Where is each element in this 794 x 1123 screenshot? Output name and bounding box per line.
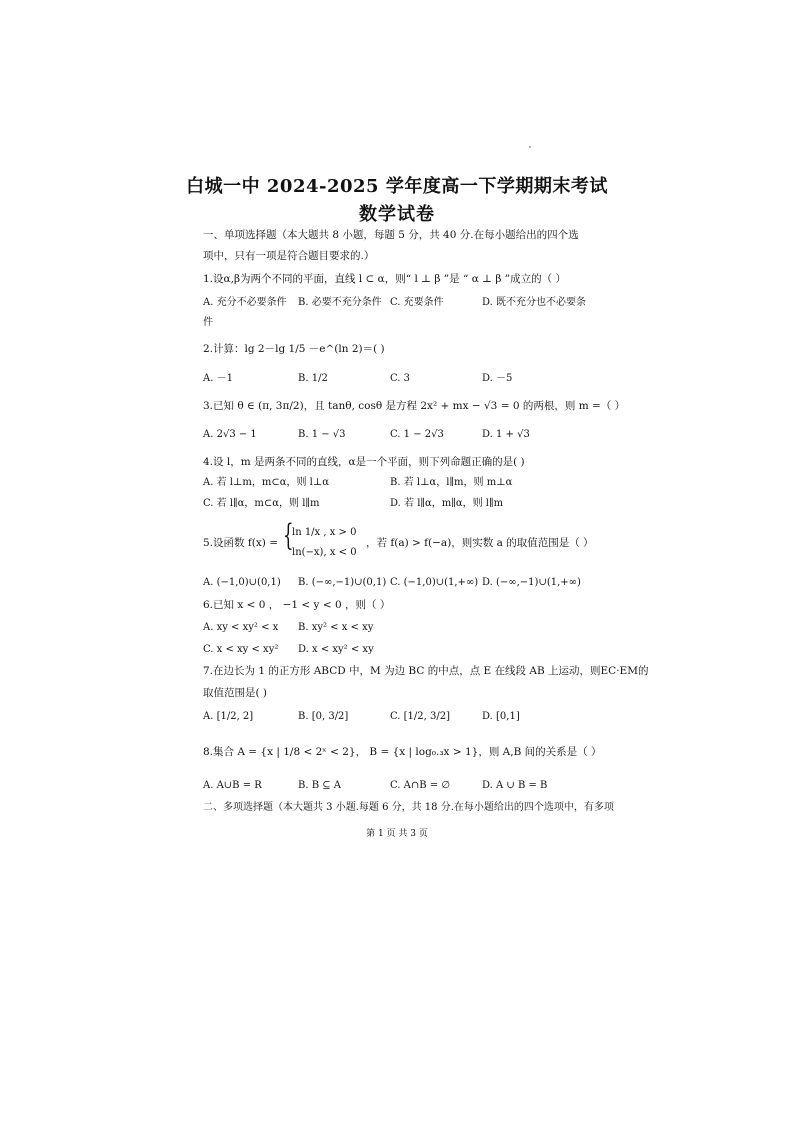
- scan-speck: [529, 146, 531, 148]
- question-5-piece-1: ln 1/x , x > 0: [292, 527, 357, 538]
- question-4-option-b: B. 若 l⊥α，l∥m，则 m⊥α: [390, 477, 513, 488]
- question-2-option-d: D. －5: [482, 373, 513, 384]
- question-1-stem: 1.设α,β为两个不同的平面，直线 l ⊂ α，则“ l ⊥ β ”是 “ α ⊥ β ”成立的（ ）: [203, 273, 566, 285]
- piecewise-brace: {: [283, 518, 294, 553]
- question-1-option-c: C. 充要条件: [390, 297, 444, 308]
- page-footer: 第 1 页 共 3 页: [366, 829, 428, 839]
- question-6-option-c: C. x < xy < xy²: [203, 644, 279, 655]
- question-5-option-a: A. (−1,0)∪(0,1): [203, 577, 281, 588]
- question-2-option-a: A. －1: [203, 373, 233, 384]
- section1-heading-line1: 一、单项选择题（本大题共 8 小题，每题 5 分，共 40 分.在每小题给出的四个选: [203, 229, 579, 241]
- question-6-option-a: A. xy < xy² < x: [203, 622, 279, 633]
- question-6-stem: 6.已知 x < 0 ， −1 < y < 0 ，则（ ）: [203, 599, 391, 611]
- question-8-stem: 8.集合 A = {x | 1/8 < 2ˣ < 2}， B = {x | log₀.₃x > 1}，则 A,B 间的关系是（ ）: [203, 746, 602, 758]
- question-1-option-d: D. 既不充分也不必要条: [482, 297, 587, 308]
- question-3-option-c: C. 1 − 2√3: [390, 429, 444, 440]
- question-4-stem: 4.设 l，m 是两条不同的直线，α是一个平面，则下列命题正确的是( ): [203, 456, 525, 468]
- exam-subtitle: 数学试卷: [359, 204, 435, 225]
- question-5-option-d: D. (−∞,−1)∪(1,+∞): [482, 577, 581, 588]
- question-5-option-c: C. (−1,0)∪(1,+∞): [390, 577, 479, 588]
- question-2-option-c: C. 3: [390, 373, 411, 384]
- question-6-option-b: B. xy² < x < xy: [298, 622, 374, 633]
- question-6-option-d: D. x < xy² < xy: [298, 644, 374, 655]
- question-3-option-d: D. 1 + √3: [482, 429, 530, 440]
- question-7-option-c: C. [1/2, 3/2]: [390, 711, 450, 722]
- question-5-piece-2: ln(−x), x < 0: [292, 547, 357, 558]
- question-1-option-a: A. 充分不必要条件: [203, 297, 287, 308]
- question-7-stem: 7.在边长为 1 的正方形 ABCD 中，M 为边 BC 的中点，点 E 在线段 AB 上运动，则EC·EM的: [203, 665, 649, 677]
- question-8-option-c: C. A∩B = ∅: [390, 780, 451, 791]
- question-7-stem-line2: 取值范围是( ): [203, 687, 268, 699]
- question-7-option-d: D. [0,1]: [482, 711, 520, 722]
- question-4-option-a: A. 若 l⊥m，m⊂α，则 l⊥α: [203, 477, 329, 488]
- section2-heading-line1: 二、多项选择题（本大题共 3 小题.每题 6 分，共 18 分.在每小题给出的四个选项中，有多项: [203, 802, 614, 813]
- question-1-option-d-wrap: 件: [203, 317, 213, 328]
- question-3-option-b: B. 1 − √3: [298, 429, 346, 440]
- question-2-stem: 2.计算：lg 2－lg 1/5 －e^(ln 2)＝( ): [203, 343, 385, 355]
- exam-title: 白城一中 2024-2025 学年度高一下学期期末考试: [186, 176, 608, 197]
- section1-heading-line2: 项中，只有一项是符合题目要求的.）: [203, 250, 375, 262]
- question-8-option-d: D. A ∪ B = B: [482, 780, 548, 791]
- question-7-option-b: B. [0, 3/2]: [298, 711, 349, 722]
- question-3-stem: 3.已知 θ ∈ (π, 3π/2)，且 tanθ, cosθ 是方程 2x² + mx − √3 = 0 的两根，则 m =（ ）: [203, 400, 626, 412]
- question-3-option-a: A. 2√3 − 1: [203, 429, 257, 440]
- question-1-option-b: B. 必要不充分条件: [298, 297, 382, 308]
- question-5-stem-tail: ，若 f(a) > f(−a)，则实数 a 的取值范围是（ ）: [366, 537, 594, 549]
- question-4-option-c: C. 若 l∥α，m⊂α，则 l∥m: [203, 498, 320, 509]
- question-7-option-a: A. [1/2, 2]: [203, 711, 254, 722]
- question-8-option-b: B. B ⊆ A: [298, 780, 342, 791]
- question-4-option-d: D. 若 l∥α，m∥α，则 l∥m: [390, 498, 504, 509]
- question-8-option-a: A. A∪B = R: [203, 780, 262, 791]
- question-5-stem: 5.设函数 f(x) =: [203, 537, 278, 549]
- question-5-option-b: B. (−∞,−1)∪(0,1): [298, 577, 387, 588]
- question-2-option-b: B. 1/2: [298, 373, 328, 384]
